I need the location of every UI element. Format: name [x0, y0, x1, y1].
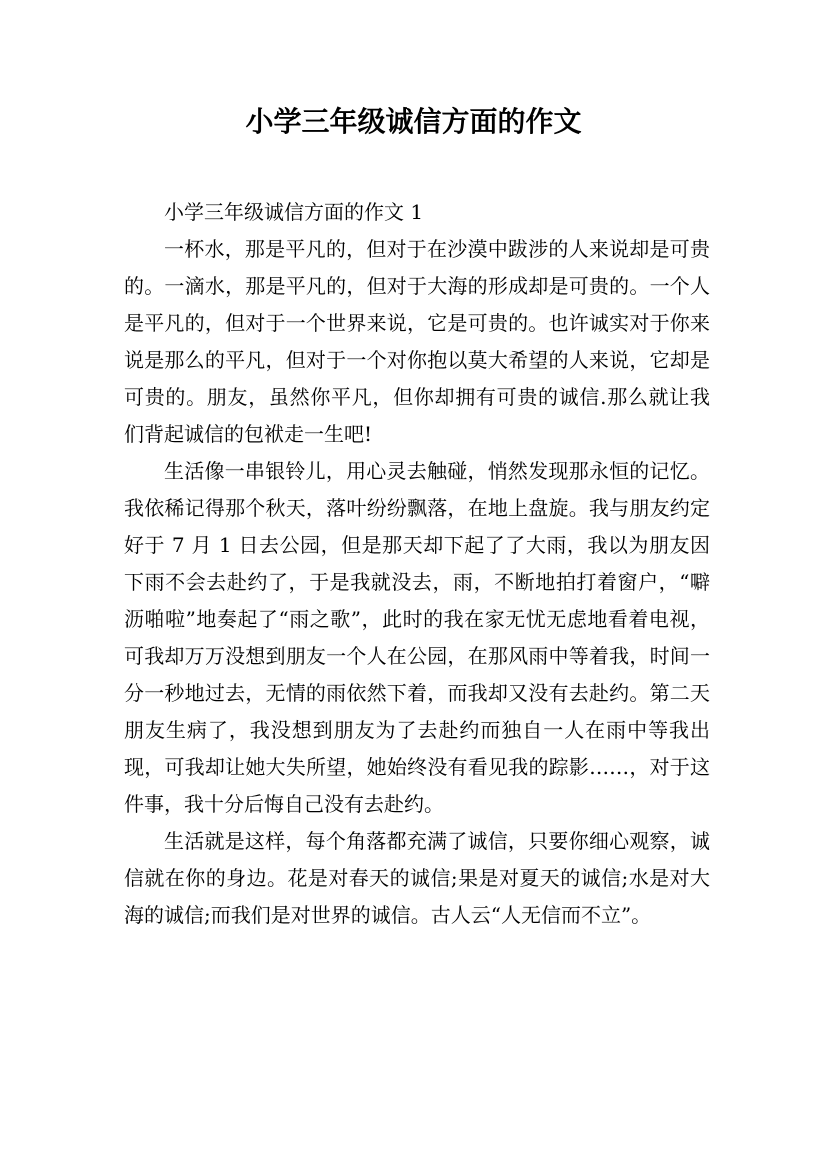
paragraph-2: 生活像一串银铃儿，用心灵去触碰，悄然发现那永恒的记忆。我依稀记得那个秋天，落叶纷纷飘落，在地上盘旋。我与朋友约定好于 7 月 1 日去公园，但是那天却下起了了大雨，我以为朋友因下雨不会去赴约了，于是我就没去，雨，不断地拍打着窗户，“噼沥啪啦”地奏起了“雨之歌”，此时的我在家无忧无虑地看着电视，可我却万万没想到朋友一个人在公园，在那风雨中等着我，时间一分一秒地过去，无情的雨依然下着，而我却又没有去赴约。第二天朋友生病了，我没想到朋友为了去赴约而独自一人在雨中等我出现，可我却让她大失所望，她始终没有看见我的踪影……，对于这件事，我十分后悔自己没有去赴约。 [124, 459, 710, 816]
paragraph-3: 生活就是这样，每个角落都充满了诚信，只要你细心观察，诚信就在你的身边。花是对春天的诚信;果是对夏天的诚信;水是对大海的诚信;而我们是对世界的诚信。古人云“人无信而不立”。 [124, 829, 710, 927]
paragraph-1: 一杯水，那是平凡的，但对于在沙漠中跋涉的人来说却是可贵的。一滴水，那是平凡的，但对于大海的形成却是可贵的。一个人是平凡的，但对于一个世界来说，它是可贵的。也许诚实对于你来说是那么的平凡，但对于一个对你抱以莫大希望的人来说，它却是可贵的。朋友，虽然你平凡，但你却拥有可贵的诚信.那么就让我们背起诚信的包袱走一生吧! [124, 237, 710, 446]
section-heading: 小学三年级诚信方面的作文 1 [164, 200, 424, 224]
document-body [124, 194, 710, 934]
document-title: 小学三年级诚信方面的作文 [245, 105, 582, 138]
